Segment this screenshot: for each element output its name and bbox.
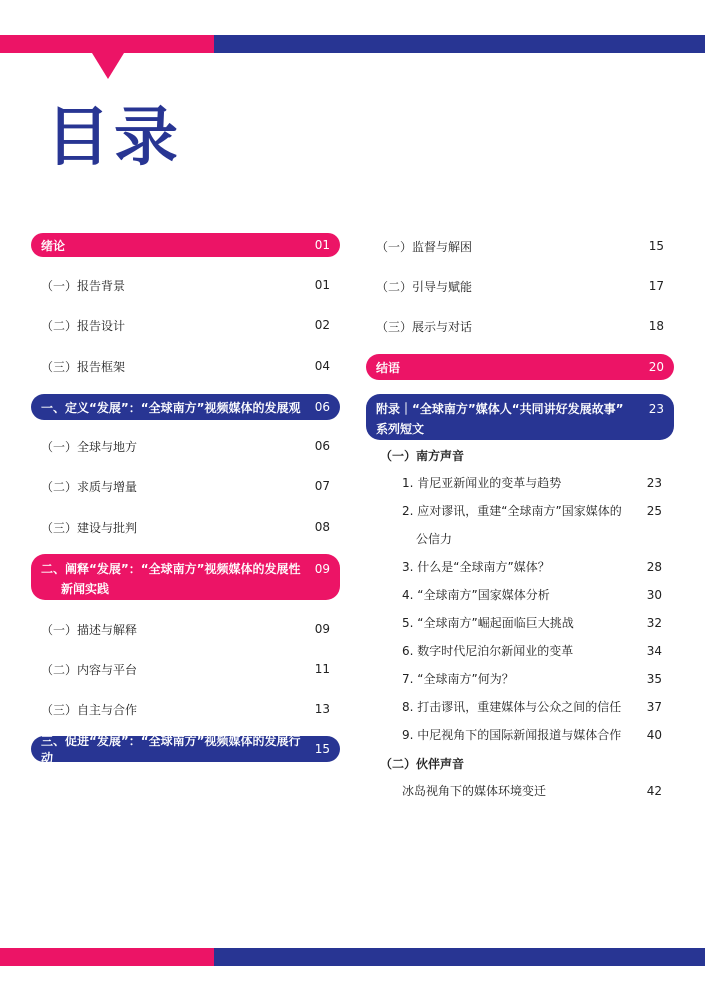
toc-item-continuation[interactable] bbox=[366, 525, 674, 553]
pointer-triangle bbox=[92, 53, 124, 79]
toc-entry-label-line2: 新闻实践 bbox=[61, 582, 110, 596]
bottom-bar-pink bbox=[0, 948, 214, 966]
toc-entry-label: 一、定义“发展”：“全球南方”视频媒体的发展观 bbox=[41, 400, 301, 415]
toc-entry[interactable] bbox=[31, 476, 340, 496]
toc-item-label: 公信力 bbox=[416, 532, 453, 546]
toc-entry[interactable] bbox=[366, 236, 674, 256]
toc-entry-page: 08 bbox=[314, 520, 330, 534]
toc-entry-label: （一）全球与地方 bbox=[41, 439, 138, 454]
toc-item-label: 1. 肯尼亚新闻业的变革与趋势 bbox=[402, 476, 562, 490]
toc-entry[interactable] bbox=[31, 275, 340, 295]
toc-item-label: 9. 中尼视角下的国际新闻报道与媒体合作 bbox=[402, 728, 622, 742]
toc-item-list bbox=[366, 469, 674, 749]
toc-entry-page: 13 bbox=[314, 702, 330, 716]
toc-entry-label bbox=[41, 559, 309, 599]
toc-entry-page: 11 bbox=[314, 662, 330, 676]
toc-entry-page: 06 bbox=[314, 400, 330, 414]
toc-item[interactable] bbox=[366, 497, 674, 525]
toc-item-page: 37 bbox=[646, 700, 662, 714]
toc-entry-page: 01 bbox=[314, 278, 330, 292]
toc-entry-page: 09 bbox=[314, 622, 330, 636]
toc-entry-page: 20 bbox=[648, 360, 664, 374]
toc-entry-label: 绪论 bbox=[41, 238, 66, 253]
bottom-decor-bar bbox=[0, 948, 705, 966]
toc-entry-label: （二）报告设计 bbox=[41, 318, 126, 333]
toc-entry-label: （三）自主与合作 bbox=[41, 702, 138, 717]
toc-entry-page: 18 bbox=[648, 319, 664, 333]
toc-entry-label: （三）展示与对话 bbox=[376, 319, 473, 334]
page-title: 目录 bbox=[46, 101, 182, 175]
toc-entry-page: 15 bbox=[648, 239, 664, 253]
toc-entry-label-line2: 系列短文 bbox=[376, 422, 425, 436]
toc-item-page: 35 bbox=[646, 672, 662, 686]
toc-item-page: 23 bbox=[646, 476, 662, 490]
toc-entry-page: 09 bbox=[314, 562, 330, 576]
toc-entry-label bbox=[376, 399, 643, 439]
toc-entry-intro[interactable] bbox=[31, 233, 340, 257]
toc-item-page bbox=[638, 525, 662, 553]
toc-entry[interactable] bbox=[366, 276, 674, 296]
toc-item[interactable] bbox=[366, 777, 674, 805]
toc-item-page: 42 bbox=[646, 784, 662, 798]
toc-entry-page: 07 bbox=[314, 479, 330, 493]
toc-item-label: 5. “全球南方”崛起面临巨大挑战 bbox=[402, 616, 574, 630]
toc-entry[interactable] bbox=[366, 316, 674, 336]
top-decor-bar bbox=[0, 35, 705, 53]
toc-entry-page: 23 bbox=[648, 402, 664, 416]
toc-item-label: 冰岛视角下的媒体环境变迁 bbox=[402, 784, 547, 798]
toc-item-page: 28 bbox=[646, 560, 662, 574]
toc-item-label: 6. 数字时代尼泊尔新闻业的变革 bbox=[402, 644, 574, 658]
toc-entry-label-line1: 二、阐释“发展”：“全球南方”视频媒体的发展性 bbox=[41, 562, 301, 576]
toc-item[interactable] bbox=[366, 553, 674, 581]
top-bar-blue bbox=[214, 35, 705, 53]
bottom-bar-blue bbox=[214, 948, 705, 966]
toc-entry-page: 06 bbox=[314, 439, 330, 453]
toc-entry-label: （一）描述与解释 bbox=[41, 622, 138, 637]
toc-entry-page: 04 bbox=[314, 359, 330, 373]
toc-entry-label: （二）内容与平台 bbox=[41, 662, 138, 677]
toc-chapter-3[interactable] bbox=[31, 734, 340, 765]
toc-item[interactable] bbox=[366, 609, 674, 637]
toc-entry-label: （二）引导与赋能 bbox=[376, 279, 473, 294]
toc-entry-page: 15 bbox=[314, 742, 330, 756]
toc-entry-label-line1: 附录｜“全球南方”媒体人“共同讲好发展故事” bbox=[376, 402, 624, 416]
toc-item[interactable] bbox=[366, 721, 674, 749]
toc-entry-page: 02 bbox=[314, 318, 330, 332]
toc-item[interactable] bbox=[366, 693, 674, 721]
toc-item-label: 4. “全球南方”国家媒体分析 bbox=[402, 588, 550, 602]
toc-entry-label: （一）监督与解困 bbox=[376, 239, 473, 254]
toc-entry[interactable] bbox=[31, 315, 340, 335]
toc-item-page: 40 bbox=[646, 728, 662, 742]
section-heading-partner: （二）伙伴声音 bbox=[380, 756, 465, 771]
toc-item-label: 8. 打击谬讯，重建媒体与公众之间的信任 bbox=[402, 700, 622, 714]
toc-entry-page: 17 bbox=[648, 279, 664, 293]
toc-entry-page: 01 bbox=[314, 238, 330, 252]
toc-item-list-2 bbox=[366, 777, 674, 805]
top-bar-pink bbox=[0, 35, 214, 53]
toc-item-label: 7. “全球南方”何为？ bbox=[402, 672, 514, 686]
toc-chapter-2[interactable] bbox=[31, 554, 340, 600]
toc-item-page: 34 bbox=[646, 644, 662, 658]
toc-item[interactable] bbox=[366, 665, 674, 693]
toc-item-page: 25 bbox=[646, 504, 662, 518]
toc-item-page: 30 bbox=[646, 588, 662, 602]
toc-entry[interactable] bbox=[31, 699, 340, 719]
toc-entry[interactable] bbox=[31, 619, 340, 639]
toc-conclusion[interactable] bbox=[366, 354, 674, 380]
section-heading-south: （一）南方声音 bbox=[380, 448, 465, 463]
toc-item[interactable] bbox=[366, 581, 674, 609]
toc-item[interactable] bbox=[366, 637, 674, 665]
toc-item[interactable] bbox=[366, 469, 674, 497]
toc-entry-label: 三、促进“发展”：“全球南方”视频媒体的发展行动 bbox=[41, 734, 301, 765]
toc-entry-label: （三）报告框架 bbox=[41, 359, 126, 374]
toc-entry-label: （一）报告背景 bbox=[41, 278, 126, 293]
toc-item-page: 32 bbox=[646, 616, 662, 630]
toc-entry[interactable] bbox=[31, 436, 340, 456]
toc-entry[interactable] bbox=[31, 517, 340, 537]
toc-entry[interactable] bbox=[31, 659, 340, 679]
toc-appendix[interactable] bbox=[366, 394, 674, 440]
toc-chapter-1[interactable] bbox=[31, 394, 340, 420]
toc-item-label: 2. 应对谬讯，重建“全球南方”国家媒体的 bbox=[402, 504, 622, 518]
toc-entry-label: （三）建设与批判 bbox=[41, 520, 138, 535]
toc-entry-label: 结语 bbox=[376, 360, 401, 375]
toc-entry[interactable] bbox=[31, 356, 340, 376]
toc-entry-label: （二）求质与增量 bbox=[41, 479, 138, 494]
toc-item-label: 3. 什么是“全球南方”媒体？ bbox=[402, 560, 550, 574]
